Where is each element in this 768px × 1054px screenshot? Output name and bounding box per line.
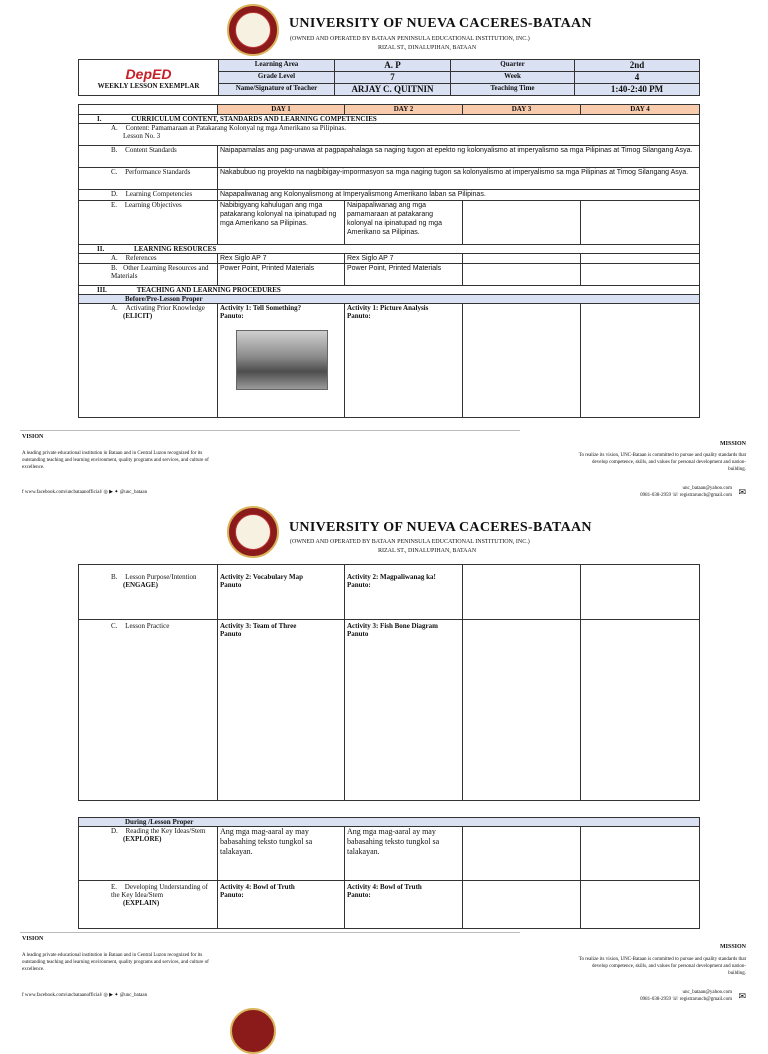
practice-day1: Activity 3: Team of Three Panuto xyxy=(218,620,345,801)
engage-day1: Activity 2: Vocabulary Map Panuto xyxy=(218,565,345,620)
vision-text: A leading private educational institution in Bataan and in Central Luzon recognized for its outstanding teaching and learning environment, quality programs and services, and culture of excellence. xyxy=(22,953,209,972)
blank-cell xyxy=(79,105,218,115)
day2-header: DAY 2 xyxy=(345,105,463,115)
references-day1: Rex Siglo AP 7 xyxy=(218,254,345,264)
university-seal-page3 xyxy=(230,1008,276,1054)
social-links: f www.facebook.com/uncbataanofficial/ ◎ ▶ ✦ @unc_bataan xyxy=(22,993,148,998)
vision-title: VISION xyxy=(22,936,44,942)
email-icon: ✉ xyxy=(738,991,746,1001)
other-resources-day1: Power Point, Printed Materials xyxy=(218,264,345,286)
footer-page1 xyxy=(0,434,768,504)
explore-day4 xyxy=(581,827,700,881)
content-standards-label: B. Content Standards xyxy=(79,146,218,168)
email1: unc_bataan@yahoo.com xyxy=(682,990,732,995)
mission-text: To realize its vision, UNC-Bataan is committed to pursue and quality standards that develop competence, skills, and values for personal development and nation-building. xyxy=(578,453,746,472)
reading-key-ideas-label: D. Reading the Key Ideas/Stem (EXPLORE) xyxy=(79,827,218,881)
footer-divider xyxy=(20,430,520,431)
youtube-icon: ▶ xyxy=(109,993,113,998)
twitter-icon: ✦ xyxy=(114,490,119,495)
engage-day3 xyxy=(463,565,581,620)
mission-title: MISSION xyxy=(719,441,746,447)
contact-line: 0981-038-2959 ☏ registraruncb@gmail.com xyxy=(640,493,732,498)
learning-competencies-text: Napapaliwanag ang Kolonyalismong at Imperyalismong Amerikano laban sa Pilipinas. xyxy=(218,190,700,201)
objectives-day2: Naipapaliwanag ang mga pamamaraan at patakarang kolonyal na ipinatupad ng mga Amerikano sa Pilipinas. xyxy=(345,201,463,245)
day1-header: DAY 1 xyxy=(218,105,345,115)
footer-page2 xyxy=(0,936,768,1006)
other-resources-day4 xyxy=(581,264,700,286)
elicit-day3 xyxy=(463,304,581,418)
facebook-icon: f xyxy=(22,490,24,495)
section1-heading: I. CURRICULUM CONTENT, STANDARDS AND LEARNING COMPETENCIES xyxy=(79,115,700,124)
university-owner: (OWNED AND OPERATED BY BATAAN PENINSULA EDUCATIONAL INSTITUTION, INC.) xyxy=(290,36,530,42)
explain-day3 xyxy=(463,881,581,929)
explore-day3 xyxy=(463,827,581,881)
university-owner: (OWNED AND OPERATED BY BATAAN PENINSULA EDUCATIONAL INSTITUTION, INC.) xyxy=(290,539,530,545)
engage-day2: Activity 2: Magpaliwanag ka! Panuto: xyxy=(345,565,463,620)
university-address: RIZAL ST., DINALUPIHAN, BATAAN xyxy=(378,548,477,554)
grade-value: 7 xyxy=(335,72,451,84)
footer-divider xyxy=(20,932,520,933)
university-seal xyxy=(227,506,279,558)
elicit-day4 xyxy=(581,304,700,418)
facebook-link[interactable]: www.facebook.com/uncbataanofficial/ xyxy=(24,993,103,998)
during-lesson-heading: During /Lesson Proper xyxy=(79,818,700,827)
week-value: 4 xyxy=(575,72,700,84)
mission-text: To realize its vision, UNC-Bataan is committed to pursue and quality standards that develop competence, skills, and values for personal development and nation-building. xyxy=(578,957,746,976)
content-standards-text: Naipapamalas ang pag-unawa at pagpapahalaga sa naging tugon at epekto ng kolonyalismo at imperyalismo sa mga Pilipinas at Timog Silangang Asya. xyxy=(218,146,700,168)
performance-standards-text: Nakabubuo ng proyekto na nagbibigay-impormasyon sa mga naging tugon sa kolonyalismo at imperyalismo sa mga Pilipinas at Timog Silangang Asya. xyxy=(218,168,700,190)
references-label: A. References xyxy=(79,254,218,264)
lesson-table-page2a xyxy=(78,564,700,801)
explain-day2: Activity 4: Bowl of Truth Panuto: xyxy=(345,881,463,929)
references-day2: Rex Siglo AP 7 xyxy=(345,254,463,264)
instagram-icon: ◎ xyxy=(103,993,108,998)
contact-line: 0981-038-2959 ☏ registraruncb@gmail.com xyxy=(640,997,732,1002)
lesson-table-page2b xyxy=(78,817,700,929)
other-resources-day3 xyxy=(463,264,581,286)
day4-header: DAY 4 xyxy=(581,105,700,115)
explore-day1: Ang mga mag-aaral ay may babasahing teksto tungkol sa talakayan. xyxy=(218,827,345,881)
content-row: A. Content: Pamamaraan at Patakarang Kolonyal ng mga Amerikano sa Pilipinas. Lesson No. 3 xyxy=(79,124,700,146)
practice-day2: Activity 3: Fish Bone Diagram Panuto xyxy=(345,620,463,801)
performance-standards-label: C. Performance Standards xyxy=(79,168,218,190)
deped-logo: DepED xyxy=(125,65,172,82)
quarter-value: 2nd xyxy=(575,60,700,72)
learning-objectives-label: E. Learning Objectives xyxy=(79,201,218,245)
time-value: 1:40-2:40 PM xyxy=(575,84,700,96)
learning-area-value: A. P xyxy=(335,60,451,72)
vision-text: A leading private educational institution in Bataan and in Central Luzon recognized for its outstanding teaching and learning environment, quality programs and services, and culture of excellence. xyxy=(22,451,209,470)
page1-header xyxy=(0,0,768,58)
deped-cell xyxy=(79,60,219,96)
objectives-day4 xyxy=(581,201,700,245)
explore-day2: Ang mga mag-aaral ay may babasahing teksto tungkol sa talakayan. xyxy=(345,827,463,881)
email1: unc_bataan@yahoo.com xyxy=(682,486,732,491)
youtube-icon: ▶ xyxy=(109,490,113,495)
university-name: UNIVERSITY OF NUEVA CACERES-BATAAN xyxy=(289,16,592,31)
lesson-purpose-label: B. Lesson Purpose/Intention (ENGAGE) xyxy=(79,565,218,620)
time-label: Teaching Time xyxy=(451,84,575,96)
lesson-table-page1 xyxy=(78,104,700,418)
vision-title: VISION xyxy=(22,434,44,440)
section3-heading: III. TEACHING AND LEARNING PROCEDURES xyxy=(79,286,700,295)
practice-day3 xyxy=(463,620,581,801)
doc-type: WEEKLY LESSON EXEMPLAR xyxy=(97,81,200,90)
lesson-practice-label: C. Lesson Practice xyxy=(79,620,218,801)
grade-label: Grade Level xyxy=(219,72,335,84)
elicit-day2: Activity 1: Picture Analysis Panuto: xyxy=(345,304,463,418)
email-icon: ✉ xyxy=(738,487,746,497)
pre-lesson-heading: Before/Pre-Lesson Proper xyxy=(79,295,700,304)
twitter-icon: ✦ xyxy=(114,993,119,998)
university-seal xyxy=(227,4,279,56)
references-day4 xyxy=(581,254,700,264)
week-label: Week xyxy=(451,72,575,84)
learning-area-label: Learning Area xyxy=(219,60,335,72)
social-links: f www.facebook.com/uncbataanofficial/ ◎ ▶ ✦ @unc_bataan xyxy=(22,490,148,495)
phone-icon: ☏ xyxy=(672,997,679,1002)
learning-competencies-label: D. Learning Competencies xyxy=(79,190,218,201)
mission-title: MISSION xyxy=(719,944,746,950)
activating-prior-knowledge-label: A. Activating Prior Knowledge (ELICIT) xyxy=(79,304,218,418)
quarter-label: Quarter xyxy=(451,60,575,72)
section2-heading: II. LEARNING RESOURCES xyxy=(79,245,700,254)
phone-icon: ☏ xyxy=(672,493,679,498)
day3-header: DAY 3 xyxy=(463,105,581,115)
teacher-label: Name/Signature of Teacher xyxy=(219,84,335,96)
teacher-value: ARJAY C. QUITNIN xyxy=(335,84,451,96)
other-resources-day2: Power Point, Printed Materials xyxy=(345,264,463,286)
explain-day4 xyxy=(581,881,700,929)
objectives-day1: Nabibigyang kahulugan ang mga patakarang kolonyal na ipinatupad ng mga Amerikano sa Pilipinas. xyxy=(218,201,345,245)
soldiers-photo xyxy=(236,330,328,390)
info-table xyxy=(78,59,700,96)
references-day3 xyxy=(463,254,581,264)
facebook-icon: f xyxy=(22,993,24,998)
elicit-day1: Activity 1: Tell Something? Panuto: xyxy=(218,304,345,418)
university-address: RIZAL ST., DINALUPIHAN, BATAAN xyxy=(378,45,477,51)
engage-day4 xyxy=(581,565,700,620)
page2-header xyxy=(0,506,768,564)
explain-day1: Activity 4: Bowl of Truth Panuto: xyxy=(218,881,345,929)
developing-understanding-label: E. Developing Understanding of the Key Idea/Stem (EXPLAIN) xyxy=(79,881,218,929)
objectives-day3 xyxy=(463,201,581,245)
practice-day4 xyxy=(581,620,700,801)
facebook-link[interactable]: www.facebook.com/uncbataanofficial/ xyxy=(24,490,103,495)
other-resources-label: B. Other Learning Resources and Materials xyxy=(79,264,218,286)
university-name: UNIVERSITY OF NUEVA CACERES-BATAAN xyxy=(289,520,592,535)
instagram-icon: ◎ xyxy=(103,490,108,495)
